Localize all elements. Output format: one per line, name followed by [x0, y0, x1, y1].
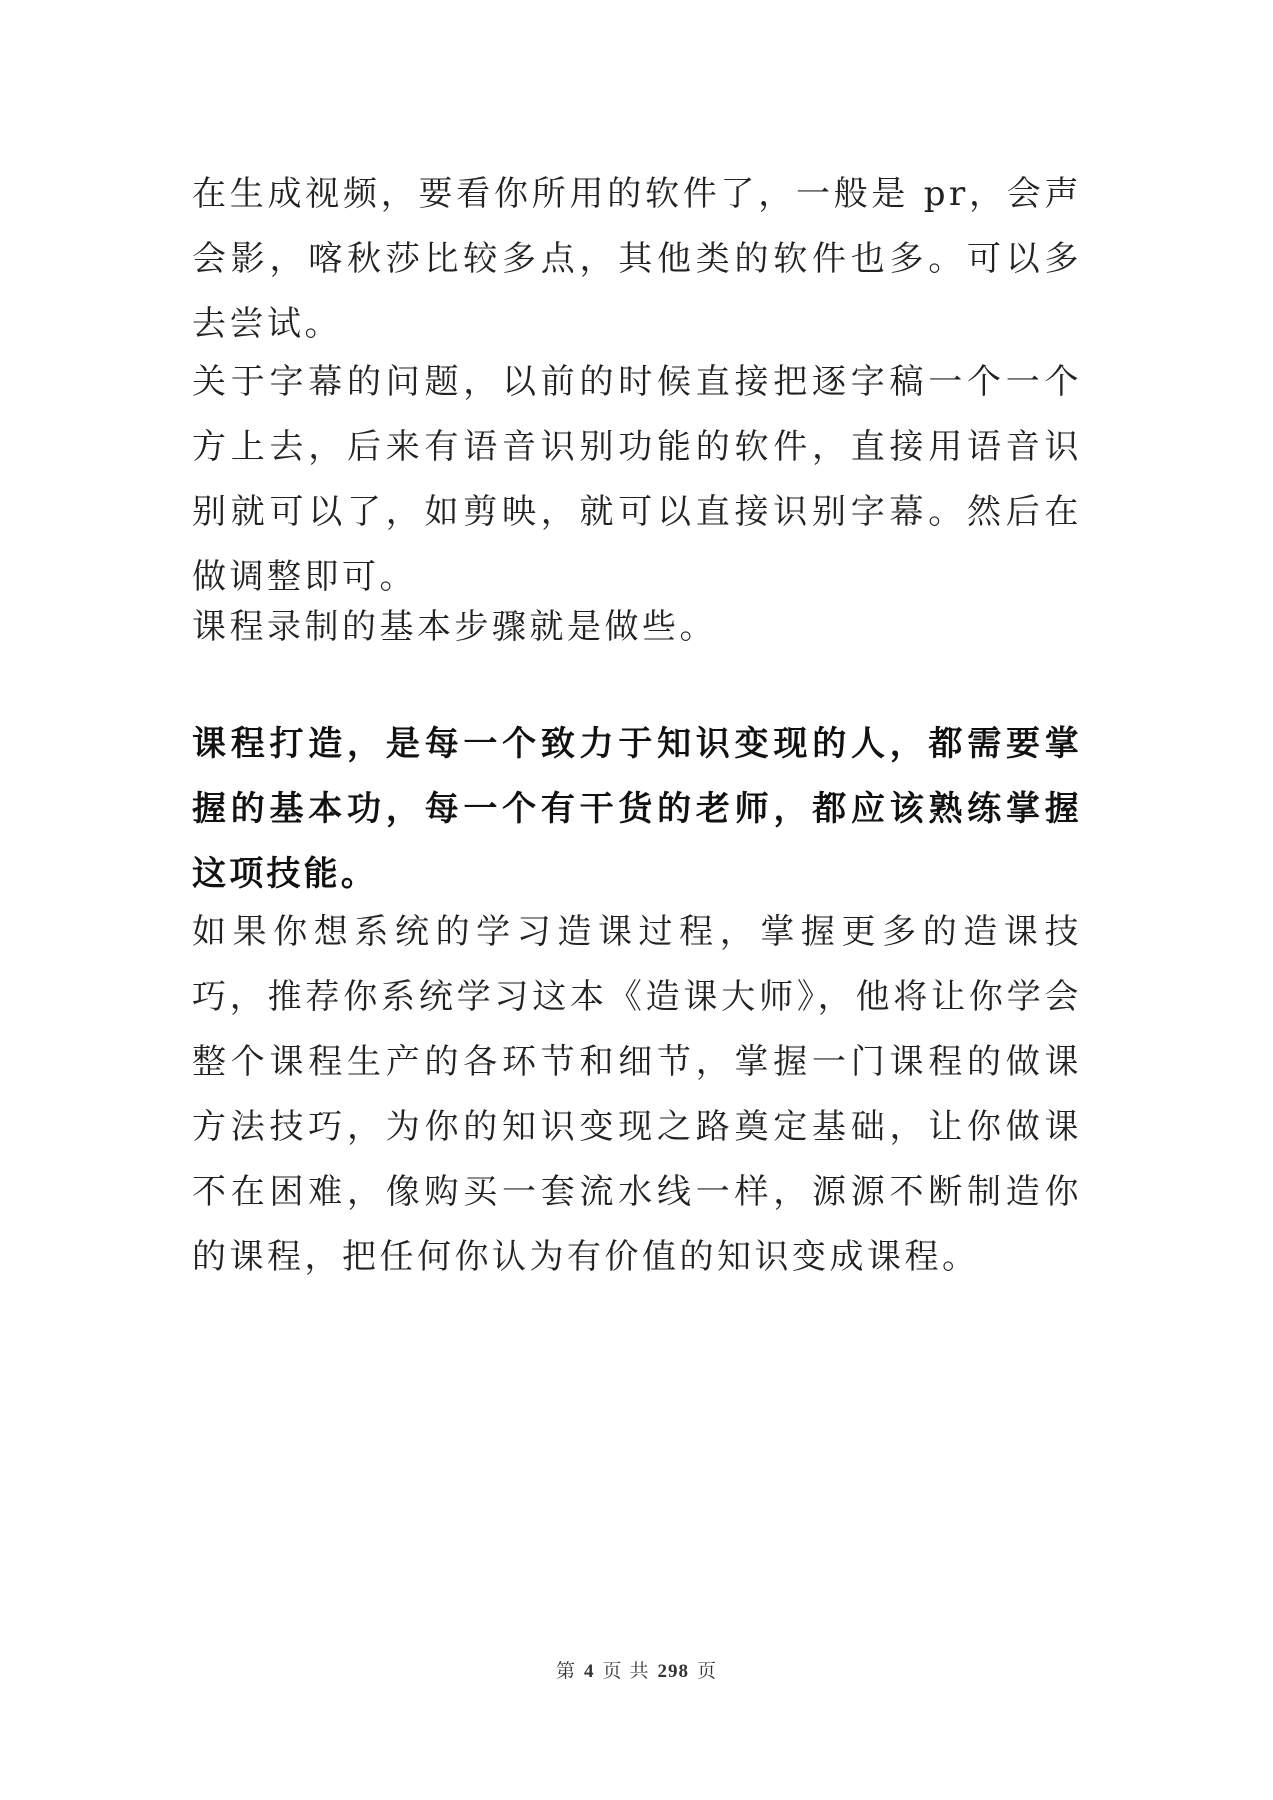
paragraph-emphasis: 课程打造，是每一个致力于知识变现的人，都需要掌握的基本功，每一个有干货的老师，都应该熟练掌握这项技能。: [192, 724, 1082, 894]
page-footer: [0, 1656, 1273, 1683]
current-page-number: 4: [583, 1661, 595, 1682]
paragraph-subtitles: 关于字幕的问题，以前的时候直接把逐字稿一个一个方上去，后来有语音识别功能的软件，直接用语音识别就可以了，如剪映，就可以直接识别字幕。然后在做调整即可。: [192, 362, 1082, 597]
total-page-count: 298: [657, 1661, 690, 1682]
paragraph-recommendation: 如果你想系统的学习造课过程，掌握更多的造课技巧，推荐你系统学习这本《造课大师》，他将让你学会整个课程生产的各环节和细节，掌握一门课程的做课方法技巧，为你的知识变现之路奠定基础，让你做课不在困难，像购买一套流水线一样，源源不断制造你的课程，把任何你认为有价值的知识变成课程。: [192, 912, 1082, 1277]
paragraph-recording-steps: 课程录制的基本步骤就是做些。: [192, 607, 717, 647]
footer-suffix: 页: [697, 1660, 718, 1682]
footer-prefix: 第: [555, 1660, 576, 1682]
footer-middle: 页 共: [602, 1660, 650, 1682]
paragraph-video-export: 在生成视频，要看你所用的软件了，一般是 pr，会声会影，喀秋莎比较多点，其他类的软件也多。可以多去尝试。: [192, 174, 1082, 344]
